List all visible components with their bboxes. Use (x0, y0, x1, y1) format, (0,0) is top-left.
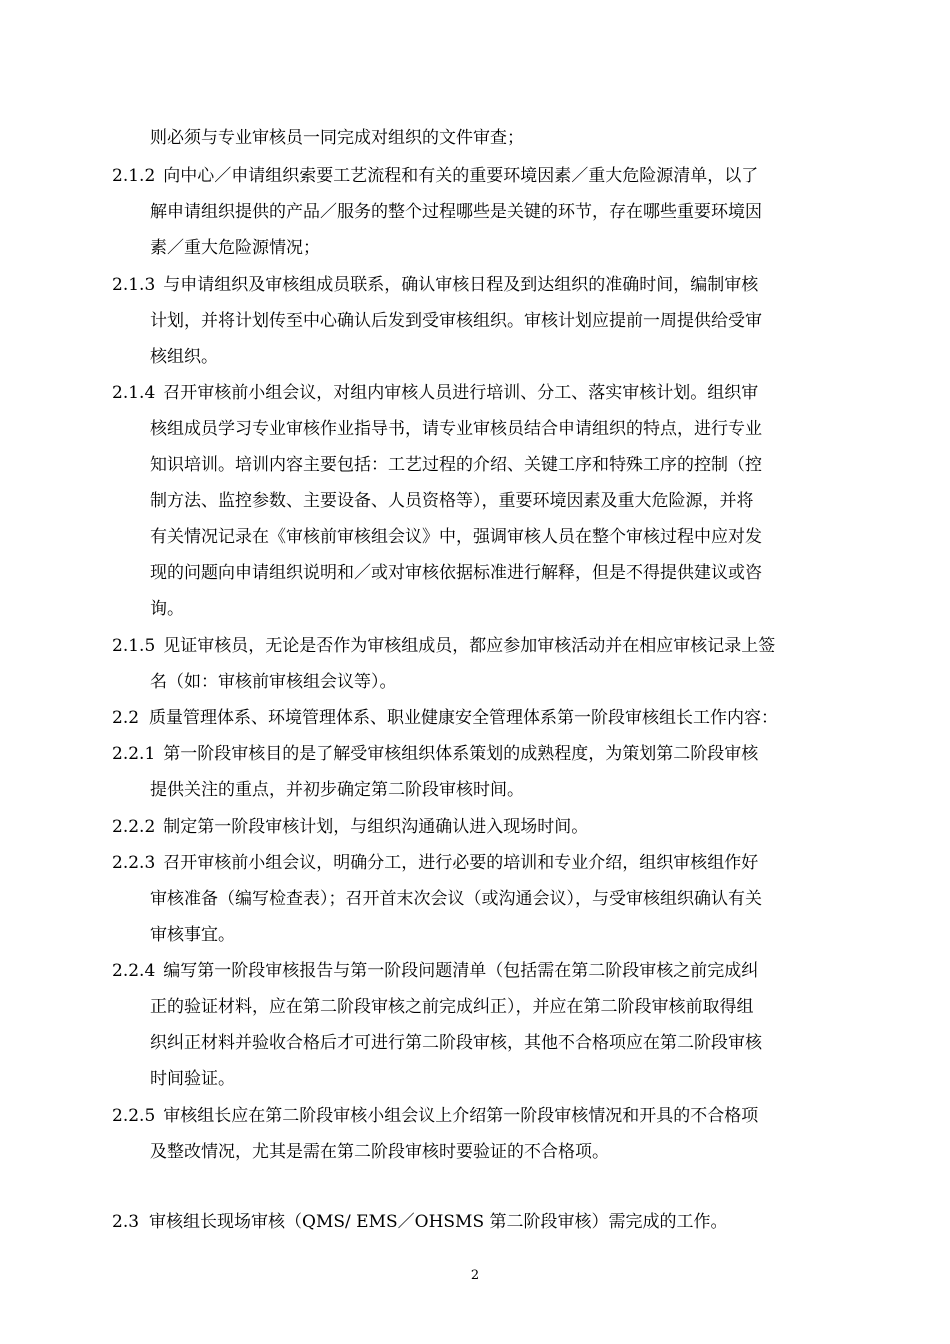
line-text: 第一阶段审核目的是了解受审核组织体系策划的成熟程度，为策划第二阶段审核 (163, 744, 759, 764)
line-text: 询。 (150, 599, 184, 619)
line-text: 质量管理体系、环境管理体系、职业健康安全管理体系第一阶段审核组长工作内容： (149, 708, 779, 728)
numbered-line (112, 708, 778, 728)
section-number: 2.1.2 (112, 166, 156, 186)
section-number: 2.3 (112, 1212, 140, 1232)
line-text: 及整改情况，尤其是需在第二阶段审核时要验证的不合格项。 (150, 1142, 609, 1162)
text-line (150, 128, 524, 148)
section-number: 2.2.1 (112, 744, 156, 764)
text-line (150, 997, 754, 1017)
section-number: 2.2.2 (112, 817, 156, 837)
line-text: 时间验证。 (150, 1069, 235, 1089)
text-line (150, 455, 762, 475)
section-number: 2.1.3 (112, 275, 156, 295)
section-number: 2.2.5 (112, 1106, 156, 1126)
text-line (150, 491, 754, 511)
line-text: 审核组长应在第二阶段审核小组会议上介绍第一阶段审核情况和开具的不合格项 (163, 1106, 759, 1126)
line-text: 审核准备（编写检查表）；召开首末次会议（或沟通会议），与受审核组织确认有关 (150, 889, 762, 909)
line-text: 织纠正材料并验收合格后才可进行第二阶段审核，其他不合格项应在第二阶段审核 (150, 1033, 762, 1053)
numbered-line (112, 744, 758, 764)
numbered-line (112, 1212, 728, 1232)
line-text: 素／重大危险源情况； (150, 238, 320, 258)
text-line (150, 1142, 609, 1162)
line-text: 审核事宜。 (150, 925, 235, 945)
line-text: 审核组长现场审核（QMS/ EMS／OHSMS 第二阶段审核）需完成的工作。 (149, 1212, 728, 1232)
section-number: 2.1.5 (112, 636, 156, 656)
numbered-line (112, 961, 758, 981)
line-text: 有关情况记录在《审核前审核组会议》中，强调审核人员在整个审核过程中应对发 (150, 527, 762, 547)
numbered-line (112, 636, 775, 656)
text-line (150, 889, 762, 909)
line-text: 召开审核前小组会议，明确分工，进行必要的培训和专业介绍，组织审核组作好 (163, 853, 759, 873)
line-text: 名（如：审核前审核组会议等）。 (150, 672, 397, 692)
text-line (150, 563, 762, 583)
line-text: 制方法、监控参数、主要设备、人员资格等），重要环境因素及重大危险源，并将 (150, 491, 754, 511)
numbered-line (112, 275, 758, 295)
line-text: 解申请组织提供的产品／服务的整个过程哪些是关键的环节，存在哪些重要环境因 (150, 202, 762, 222)
text-line (150, 419, 762, 439)
line-text: 知识培训。培训内容主要包括：工艺过程的介绍、关键工序和特殊工序的控制（控 (150, 455, 762, 475)
text-line (150, 527, 762, 547)
line-text: 提供关注的重点，并初步确定第二阶段审核时间。 (150, 780, 524, 800)
line-text: 向中心／申请组织索要工艺流程和有关的重要环境因素／重大危险源清单，以了 (163, 166, 759, 186)
line-text: 则必须与专业审核员一同完成对组织的文件审查； (150, 128, 524, 148)
text-line (150, 238, 320, 258)
numbered-line (112, 853, 758, 873)
numbered-line (112, 1106, 758, 1126)
text-line (150, 599, 184, 619)
line-text: 核组织。 (150, 347, 218, 367)
line-text: 与申请组织及审核组成员联系，确认审核日程及到达组织的准确时间，编制审核 (163, 275, 759, 295)
section-number: 2.2.4 (112, 961, 156, 981)
line-text: 见证审核员，无论是否作为审核组成员，都应参加审核活动并在相应审核记录上签 (163, 636, 776, 656)
text-line (150, 1033, 762, 1053)
line-text: 核组成员学习专业审核作业指导书，请专业审核员结合申请组织的特点，进行专业 (150, 419, 762, 439)
section-number: 2.1.4 (112, 383, 156, 403)
numbered-line (112, 817, 588, 837)
section-number: 2.2 (112, 708, 140, 728)
line-text: 现的问题向申请组织说明和／或对审核依据标准进行解释，但是不得提供建议或咨 (150, 563, 762, 583)
text-line (150, 202, 762, 222)
text-line (150, 311, 762, 331)
text-line (150, 672, 397, 692)
line-text: 制定第一阶段审核计划，与组织沟通确认进入现场时间。 (163, 817, 589, 837)
numbered-line (112, 383, 758, 403)
line-text: 召开审核前小组会议，对组内审核人员进行培训、分工、落实审核计划。组织审 (163, 383, 759, 403)
page-number: 2 (470, 1268, 480, 1283)
line-text: 计划，并将计划传至中心确认后发到受审核组织。审核计划应提前一周提供给受审 (150, 311, 762, 331)
line-text: 正的验证材料，应在第二阶段审核之前完成纠正），并应在第二阶段审核前取得组 (150, 997, 754, 1017)
numbered-line (112, 166, 758, 186)
text-line (150, 347, 218, 367)
text-line (150, 925, 235, 945)
section-number: 2.2.3 (112, 853, 156, 873)
text-line (150, 780, 524, 800)
text-line (150, 1069, 235, 1089)
line-text: 编写第一阶段审核报告与第一阶段问题清单（包括需在第二阶段审核之前完成纠 (163, 961, 759, 981)
